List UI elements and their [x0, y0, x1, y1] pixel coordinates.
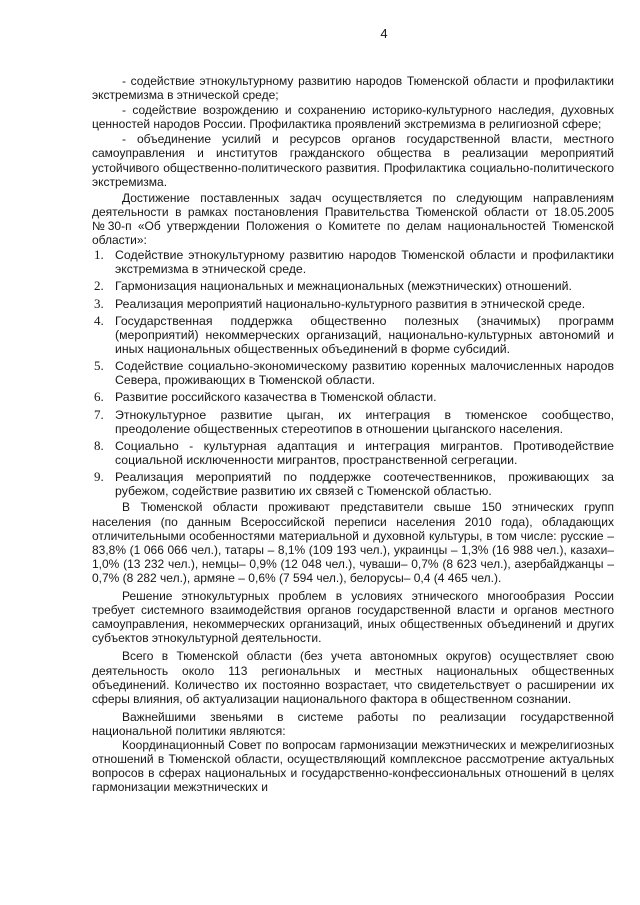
list-item	[94, 437, 614, 467]
list-item	[94, 389, 614, 405]
list-item-number: 4.	[94, 312, 104, 328]
list-item-number: 1.	[94, 247, 104, 263]
list-item-text: Развитие российского казачества в Тюменской области.	[115, 390, 437, 405]
intro-paragraph-4: Достижение поставленных задач осуществляется по следующим направлениям деятельности в рамках постановления Правительства Тюменской области от 18.05.2005 №30-п «Об утверждении Положения о Комитете по делам национальностей Тюменской области»:	[92, 190, 614, 248]
list-item-text: Реализация мероприятий по поддержке соотечественников, проживающих за рубежом, содействие развитию их связей с Тюменской областью.	[115, 470, 614, 499]
key-links-paragraph: Важнейшими звеньями в системе работы по реализации государственной национальной политики являются:	[92, 709, 614, 738]
list-item-number: 9.	[94, 469, 104, 485]
page-number: 4	[380, 26, 388, 41]
ethnic-groups-paragraph: В Тюменской области проживают представители свыше 150 этнических групп населения (по данным Всероссийской переписи населения 2010 года), обладающих отличительными особенностями материальной и духовной культуры, в том числе: русские – 83,8% (1 066 066 чел.), татары – 8,1% (109 193 чел.), украинцы – 1,3% (16 988 чел.), казахи– 1,0% (13 232 чел.), немцы– 0,9% (12 048 чел.), чуваши– 0,7% (8 623 чел.), азербайджанцы – 0,7% (8 282 чел.), армяне – 0,6% (7 594 чел.), белорусы– 0,4 (4 465 чел.).	[92, 500, 614, 585]
list-item	[94, 295, 614, 311]
list-item	[94, 469, 614, 499]
list-item-text: Государственная поддержка общественно полезных (значимых) программ (мероприятий) некоммерческих организаций, национально-культурных автономий и иных национальных общественных объединений в форме субсидий.	[115, 313, 614, 356]
list-item-text: Содействие этнокультурному развитию народов Тюменской области и профилактики экстремизма в этнической среде.	[115, 248, 614, 277]
list-item	[94, 358, 614, 388]
list-item-number: 5.	[94, 358, 104, 374]
directions-list	[92, 248, 614, 498]
list-item-number: 2.	[94, 278, 104, 294]
list-item-text: Социально - культурная адаптация и интеграция мигрантов. Противодействие социальной исключенности мигрантов, пространственной сегрегации.	[115, 438, 614, 467]
list-item	[94, 406, 614, 436]
list-item-number: 3.	[94, 295, 104, 311]
list-item-text: Гармонизация национальных и межнациональных (межэтнических) отношений.	[115, 279, 572, 294]
public-associations-paragraph: Всего в Тюменской области (без учета автономных округов) осуществляет свою деятельность около 113 региональных и местных национальных общественных объединений. Количество их постоянно возрастает, что свидетельствует о расширении их сферы влияния, об актуализации национального фактора в общественном сознании.	[92, 649, 614, 706]
ethnocultural-problems-paragraph: Решение этнокультурных проблем в условиях этнического многообразия России требует системного взаимодействия органов государственной власти и органов местного самоуправления, некоммерческих организаций, иных общественных объединений и других субъектов этнокультурной деятельности.	[92, 589, 614, 646]
list-item-number: 8.	[94, 437, 104, 453]
list-item-text: Содействие социально-экономическому развитию коренных малочисленных народов Севера, проживающих в Тюменской области.	[115, 359, 614, 388]
list-item-number: 7.	[94, 406, 104, 422]
list-item-text: Этнокультурное развитие цыган, их интеграция в тюменское сообщество, преодоление общественных стереотипов в отношении цыганского населения.	[115, 407, 614, 436]
list-item-text: Реализация мероприятий национально-культурного развития в этнической среде.	[115, 296, 586, 311]
coordination-council-paragraph: Координационный Совет по вопросам гармонизации межэтнических и межрелигиозных отношений в Тюменской области, осуществляющий комплексное рассмотрение актуальных вопросов в сферах национальных и государственно-конфессиональных отношений в целях гармонизации межэтнических и	[92, 737, 614, 795]
list-item	[94, 312, 614, 356]
list-item	[94, 278, 614, 294]
intro-paragraph-1: - содействие этнокультурному развитию народов Тюменской области и профилактики экстремизма в этнической среде;	[92, 74, 614, 103]
intro-paragraph-2: - содействие возрождению и сохранению историко-культурного наследия, духовных ценностей народов России. Профилактика проявлений экстремизма в религиозной сфере;	[92, 103, 614, 132]
list-item	[94, 247, 614, 277]
intro-paragraph-3: - объединение усилий и ресурсов органов государственной власти, местного самоуправления и институтов гражданского общества в реализации мероприятий устойчивого общественно-политического развития. Профилактика социально-политического экстремизма.	[92, 132, 614, 189]
list-item-number: 6.	[94, 389, 104, 405]
